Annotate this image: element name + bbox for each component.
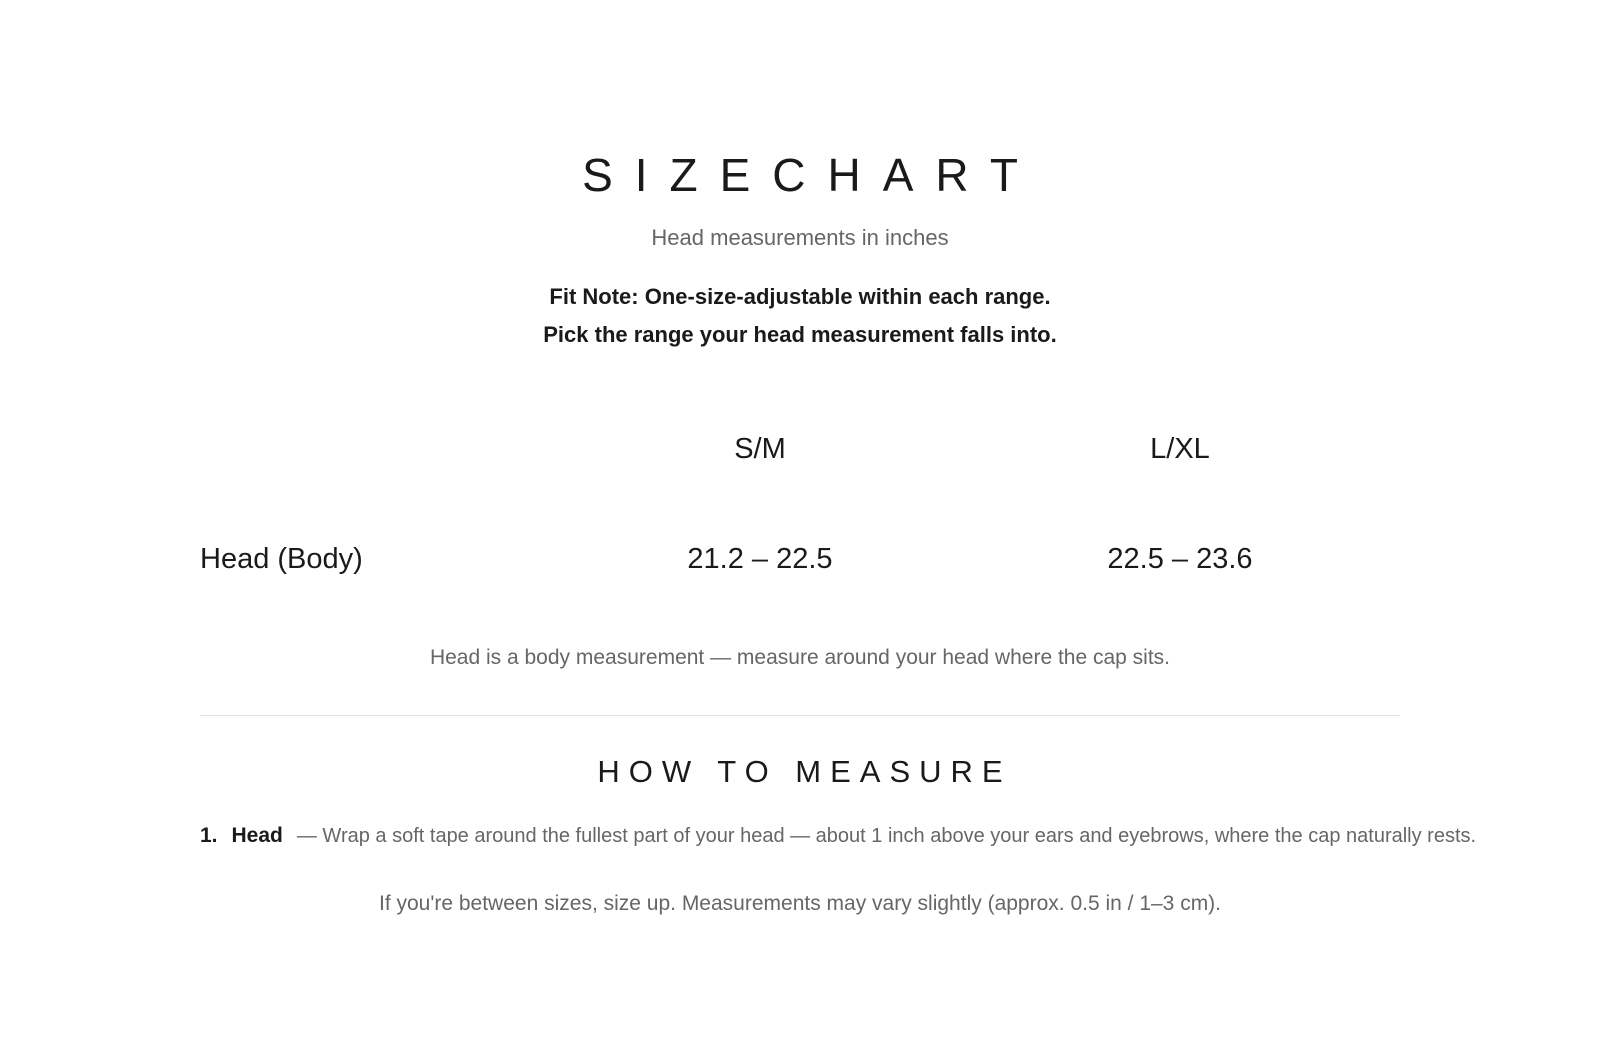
cell-head-lxl: 22.5 – 23.6 [1107,542,1253,575]
fit-note [0,278,1600,354]
fit-note-line-2: Pick the range your head measurement falls into. [543,322,1057,347]
list-item [200,824,1560,848]
step-number: 1. [200,824,218,847]
column-header-sm: S/M [734,432,786,465]
measurement-note: Head is a body measurement — measure around your head where the cap sits. [429,646,1171,669]
column-header-lxl: L/XL [1150,432,1210,465]
page-title: SIZECHART [582,149,1040,201]
column-header-blank [200,405,560,493]
measure-steps-list [200,824,1560,848]
row-label-head-body: Head (Body) [200,542,363,575]
cell-head-sm: 21.2 – 22.5 [687,542,833,575]
page-subtitle: Head measurements in inches [651,225,949,250]
table-row [200,493,1400,625]
fit-note-line-1: Fit Note: One-size-adjustable within each range. [549,284,1051,309]
how-to-measure-title: HOW TO MEASURE [597,754,1012,789]
section-divider [200,715,1400,716]
step-name: Head [231,824,283,847]
size-table-header-row [200,405,1400,493]
step-description: — Wrap a soft tape around the fullest part of your head — about 1 inch above your ears and eyebrows, where the cap naturally rests. [296,825,1477,847]
sizing-advice-note: If you're between sizes, size up. Measurements may vary slightly (approx. 0.5 in / 1–3 cm). [378,892,1222,915]
size-table [200,405,1400,625]
